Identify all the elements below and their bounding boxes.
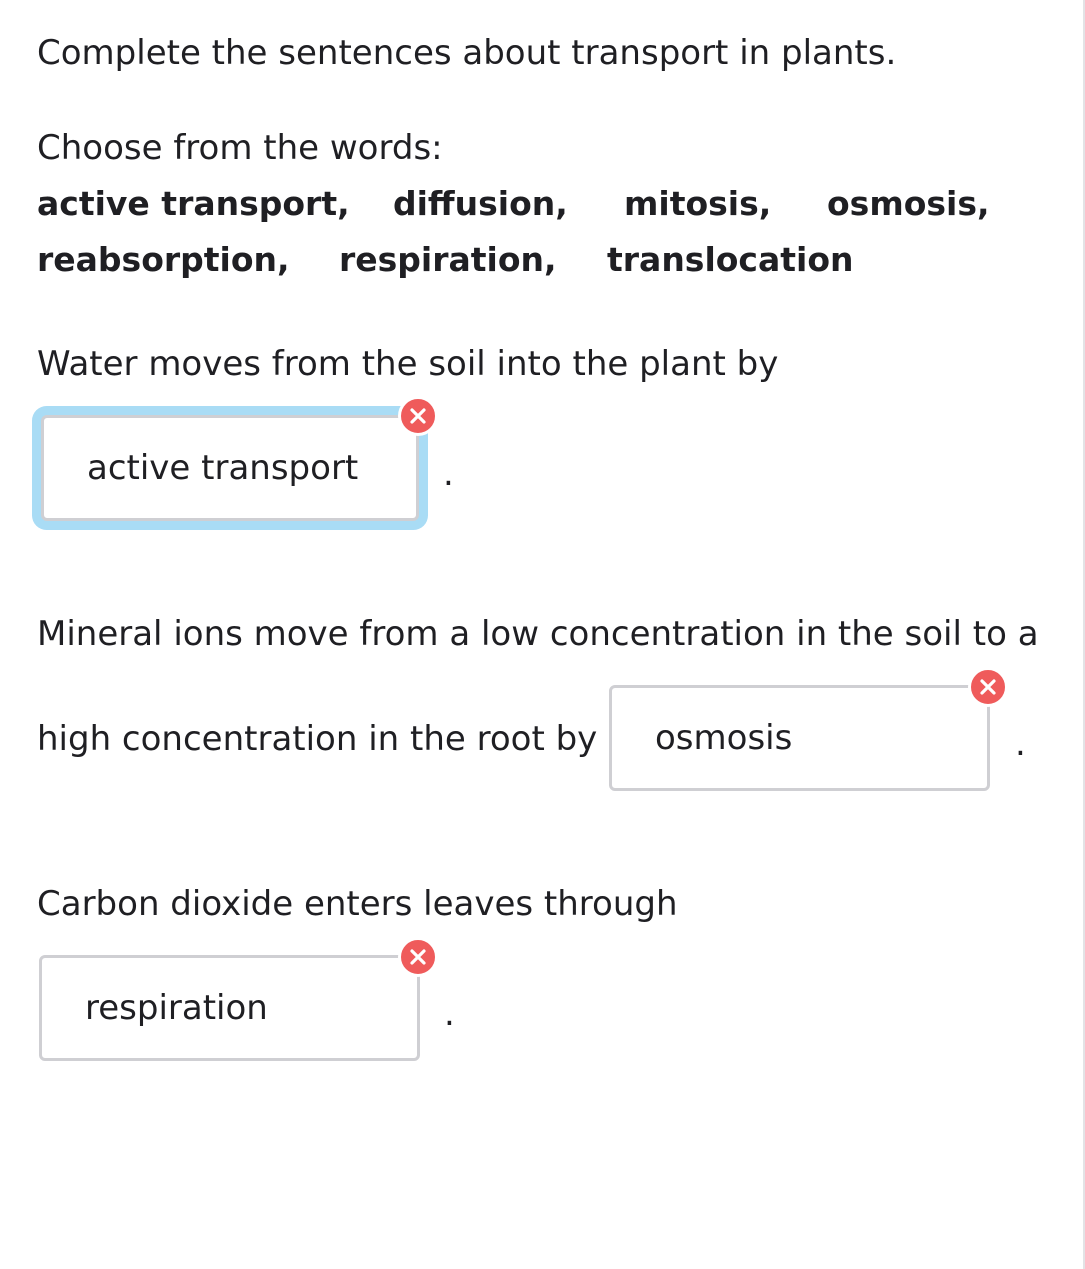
wrong-x-icon	[398, 937, 438, 977]
sentence-1-prompt: Water moves from the soil into the plant by	[37, 344, 779, 384]
wrong-x-icon	[968, 667, 1008, 707]
word-bank-item: active transport,	[37, 184, 350, 223]
word-bank-item: reabsorption,	[37, 240, 290, 279]
word-bank-item: mitosis,	[624, 184, 772, 223]
word-bank-item: translocation	[607, 240, 854, 279]
sentence-1-ending: .	[443, 454, 454, 494]
answer-box-2-value: osmosis	[655, 718, 793, 758]
sentence-2-prompt-line1: Mineral ions move from a low concentration in the soil to a	[37, 614, 1039, 654]
answer-box-3-value: respiration	[85, 988, 268, 1028]
answer-box-3[interactable]	[39, 955, 420, 1061]
word-bank-item: respiration,	[339, 240, 557, 279]
sentence-2-ending: .	[1015, 724, 1026, 764]
word-bank-item: osmosis,	[827, 184, 990, 223]
question-title: Complete the sentences about transport in plants.	[37, 33, 897, 73]
sentence-3-prompt: Carbon dioxide enters leaves through	[37, 884, 678, 924]
wrong-x-icon	[398, 396, 438, 436]
word-bank-intro: Choose from the words:	[37, 128, 443, 168]
answer-box-1[interactable]	[41, 415, 419, 521]
answer-box-2[interactable]	[609, 685, 990, 791]
word-bank-item: diffusion,	[393, 184, 568, 223]
answer-box-1-value: active transport	[87, 448, 359, 488]
sentence-2-prompt-line2: high concentration in the root by	[37, 719, 598, 759]
sentence-3-ending: .	[444, 994, 455, 1034]
